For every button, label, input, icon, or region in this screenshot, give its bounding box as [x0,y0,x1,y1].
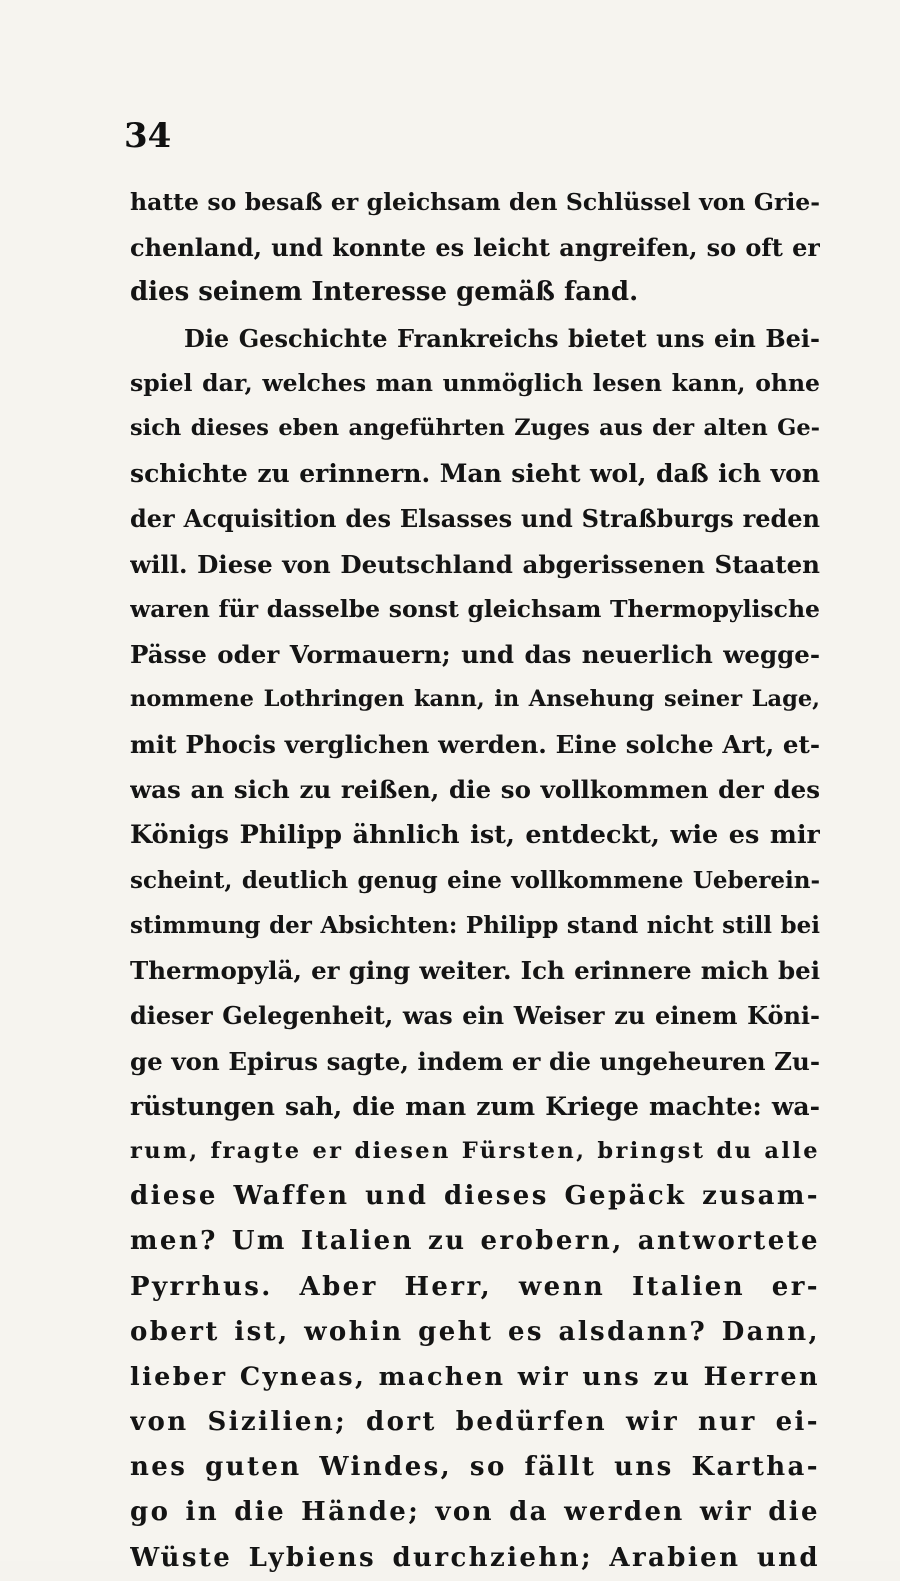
text-line: go in die Hände; von da werden wir die [130,1497,820,1528]
text-line: hatte so besaß er gleichsam den Schlüssel von Grie- [130,188,820,216]
text-line: waren für dasselbe sonst gleichsam Thermopylische [130,594,820,623]
text-line: dieser Gelegenheit, was ein Weiser zu einem Köni- [130,1001,820,1031]
text-line: diese Waffen und dieses Gepäck zusam- [130,1181,820,1212]
text-line: rüstungen sah, die man zum Kriege machte: wa- [130,1091,820,1121]
text-line: Pässe oder Vormauern; und das neuerlich wegge- [130,639,820,669]
text-line: lieber Cyneas, machen wir uns zu Herren [130,1361,820,1392]
text-line: was an sich zu reißen, die so vollkommen der des [130,775,820,805]
text-line: rum, fragte er diesen Fürsten, bringst du alle [130,1137,820,1164]
text-line: scheint, deutlich genug eine vollkommene Ueberein- [130,866,820,894]
text-line: schichte zu erinnern. Man sieht wol, daß ich von [130,459,820,489]
text-line: nommene Lothringen kann, in Ansehung seiner Lage, [130,686,820,713]
page-number: 34 [124,116,172,156]
text-line: obert ist, wohin geht es alsdann? Dann, [130,1316,820,1347]
text-line: will. Diese von Deutschland abgerissenen Staaten [130,549,820,579]
text-line: Pyrrhus. Aber Herr, wenn Italien er- [130,1271,820,1302]
body-text [130,180,820,1581]
text-line: mit Phocis verglichen werden. Eine solche Art, et- [130,730,820,760]
text-line: Wüste Lybiens durchziehn; Arabien und [130,1542,820,1573]
text-line: ge von Epirus sagte, indem er die ungeheuren Zu- [130,1046,820,1076]
text-line: chenland, und konnte es leicht angreifen, so oft er [130,233,820,263]
text-line: dies seinem Interesse gemäß fand. [130,277,639,308]
text-line: sich dieses eben angeführten Zuges aus der alten Ge- [130,414,820,441]
text-line: Die Geschichte Frankreichs bietet uns ein Bei- [184,323,820,353]
text-line: men? Um Italien zu erobern, antwortete [130,1226,820,1257]
text-line: von Sizilien; dort bedürfen wir nur ei- [130,1407,820,1438]
text-line: Thermopylä, er ging weiter. Ich erinnere mich bei [130,956,820,986]
text-line: der Acquisition des Elsasses und Straßburgs reden [130,504,820,534]
text-line: spiel dar, welches man unmöglich lesen kann, ohne [130,368,820,397]
text-line: nes guten Windes, so fällt uns Kartha- [130,1452,820,1483]
text-line: stimmung der Absichten: Philipp stand nicht still bei [130,912,820,939]
text-line: Königs Philipp ähnlich ist, entdeckt, wie es mir [130,819,820,850]
